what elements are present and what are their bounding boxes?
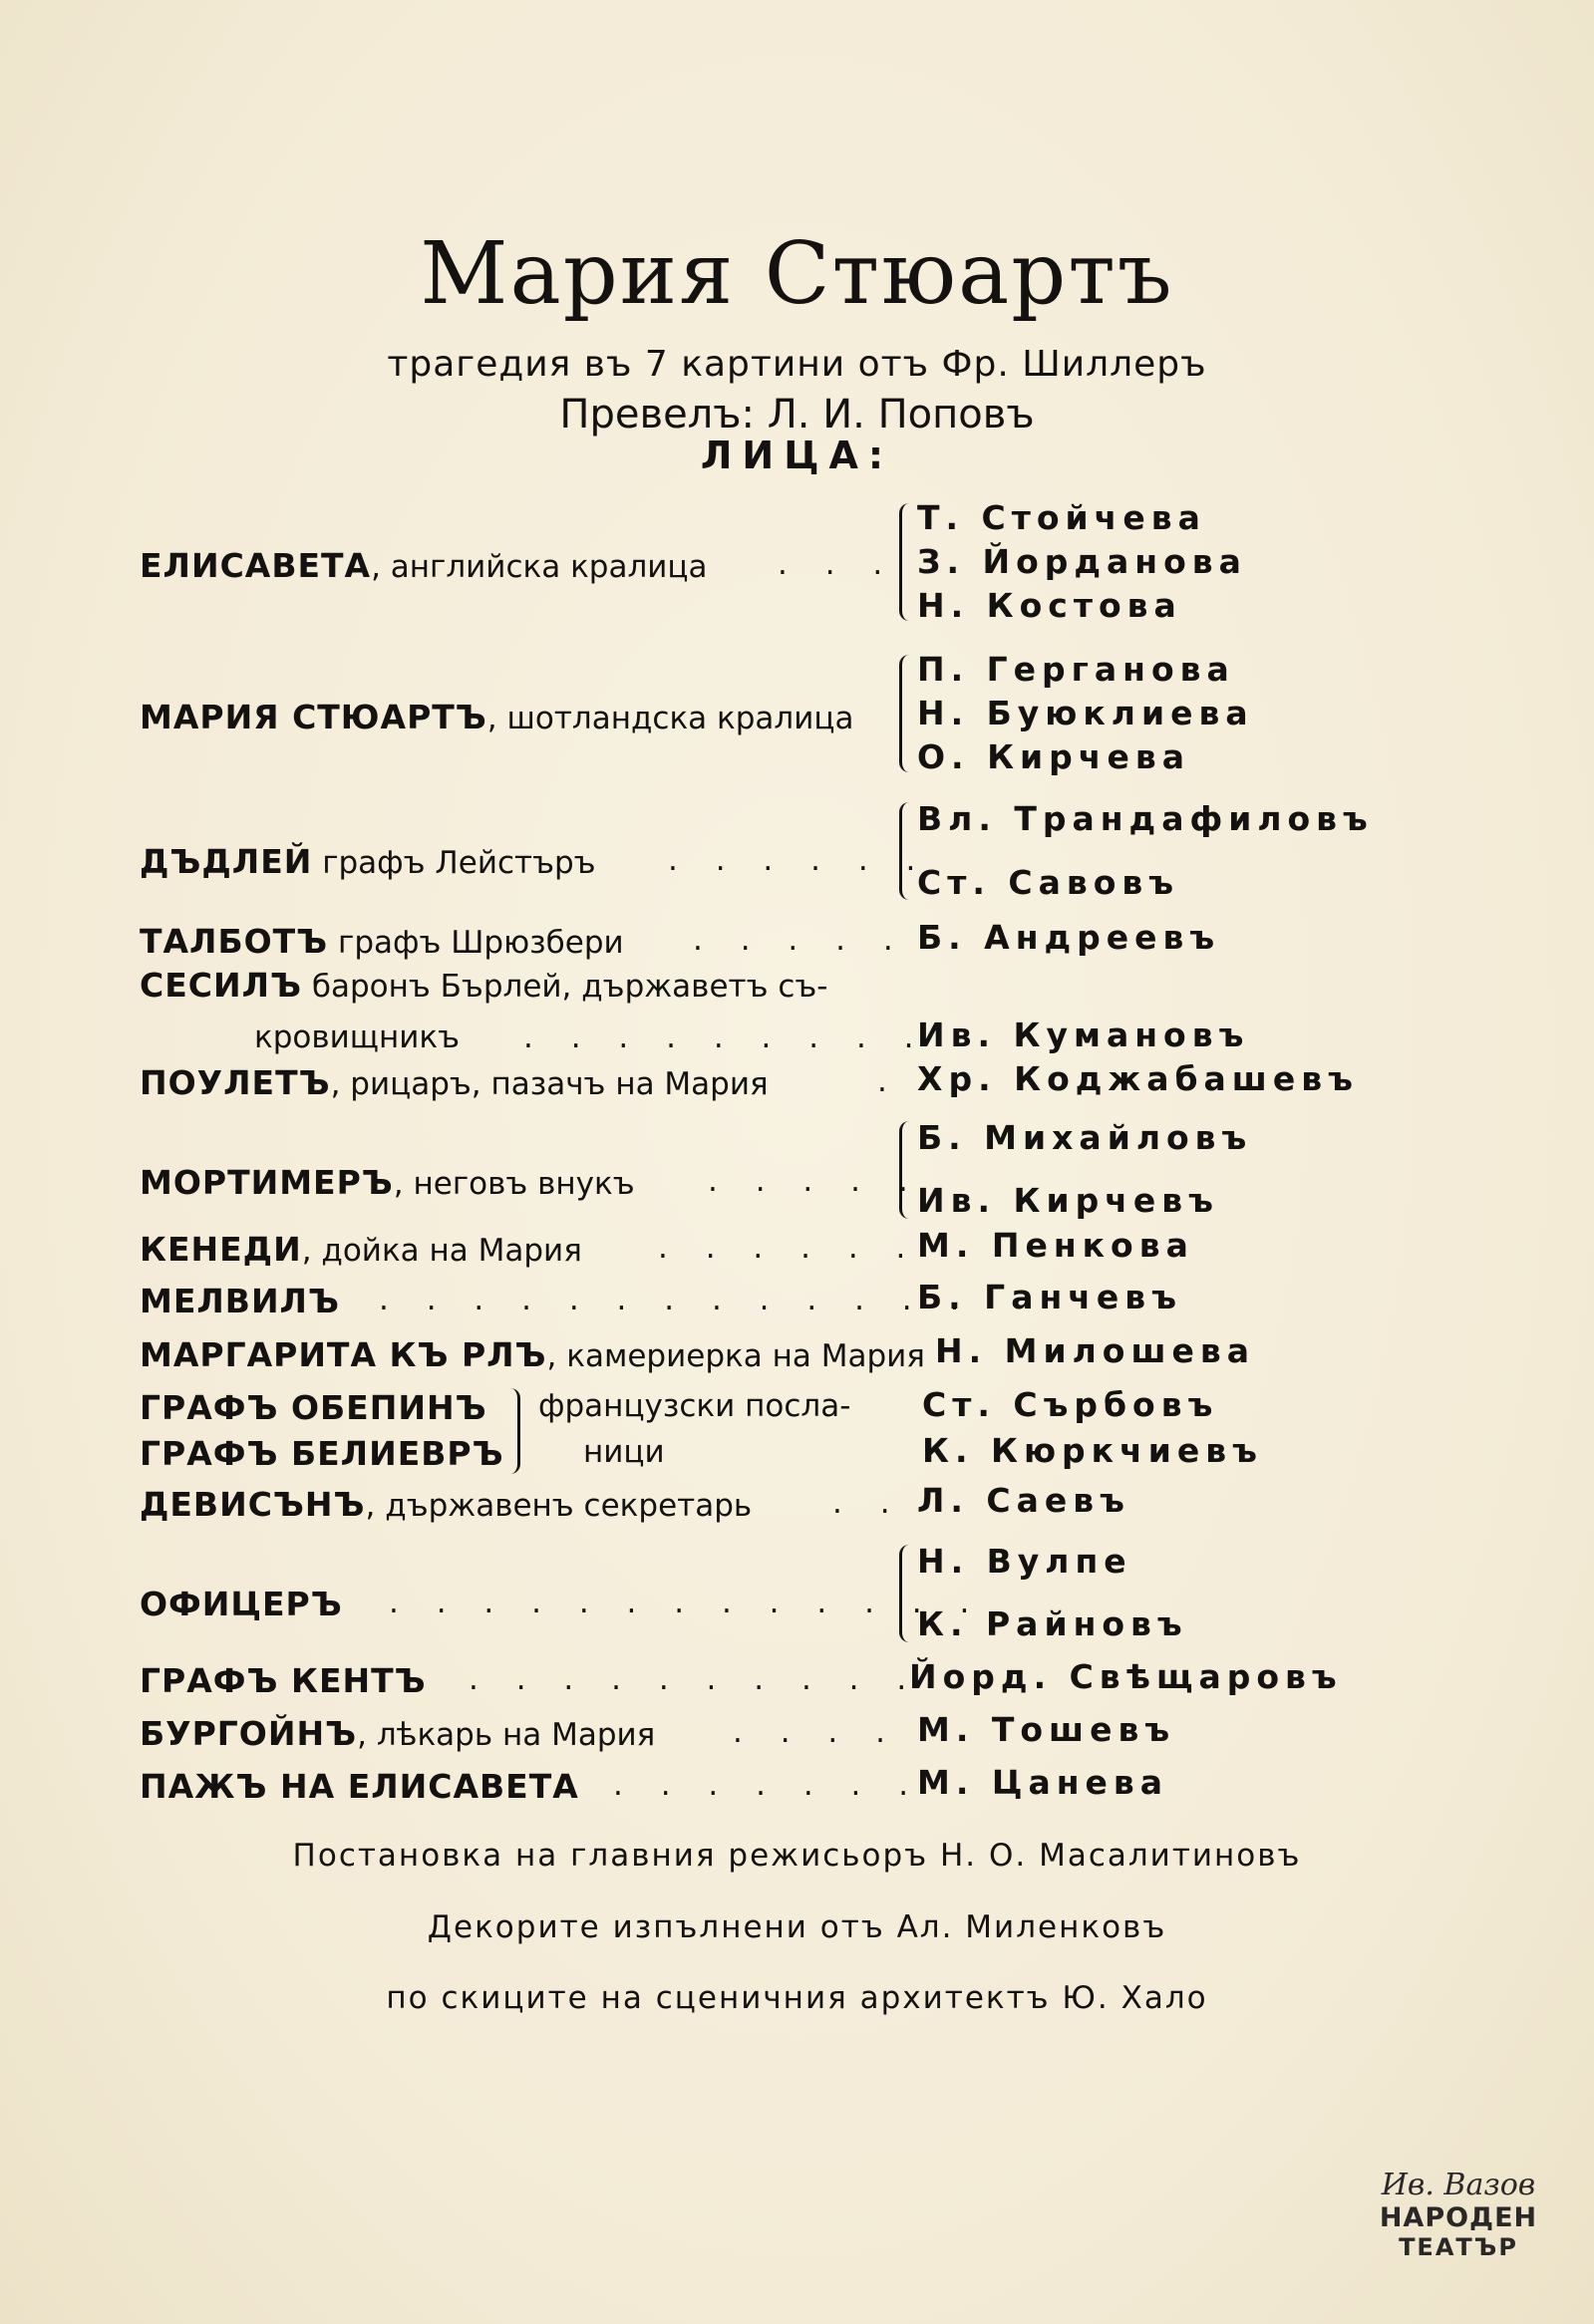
logo-line-1: НАРОДЕН bbox=[1379, 2202, 1538, 2233]
ambassadors-desc-cont: ници bbox=[583, 1434, 665, 1470]
bracket bbox=[899, 1545, 916, 1642]
leader-dots: . . . . bbox=[733, 1714, 899, 1750]
actor-name: Л. Саевъ bbox=[917, 1481, 1130, 1520]
actor-name: М. Пенкова bbox=[917, 1226, 1194, 1265]
actor-name: Ив. Кирчевъ bbox=[917, 1181, 1219, 1220]
credit-director: Постановка на главния режисьоръ Н. О. Масалитиновъ bbox=[292, 1838, 1302, 1874]
actor-name: Хр. Коджабашевъ bbox=[917, 1059, 1359, 1098]
actor-name: М. Цанева bbox=[917, 1763, 1169, 1802]
cast-role-officer: ОФИЦЕРЪ bbox=[140, 1585, 343, 1623]
cast-role-bellievre: ГРАФЪ БЕЛИЕВРЪ bbox=[140, 1434, 504, 1473]
bracket bbox=[899, 503, 916, 621]
cast-role-margaret-kurl: МАРГАРИТА КЪ РЛЪ, камериерка на Мария bbox=[140, 1335, 925, 1374]
actor-name: Ив. Кумановъ bbox=[917, 1016, 1250, 1054]
credit-architect: по скиците на сценичния архитектъ Ю. Хало bbox=[386, 1980, 1208, 2016]
signature: Ив. Вазов bbox=[1381, 2168, 1536, 2202]
actor-name: Н. Вулпе bbox=[917, 1542, 1132, 1581]
cast-role-maria-stuart: МАРИЯ СТЮАРТЪ, шотландска кралица bbox=[140, 698, 854, 736]
leader-dots: . . . . . . . . . . bbox=[469, 1661, 921, 1697]
cast-role-dudley: ДЪДЛЕЙ графъ Лейстъръ bbox=[140, 842, 596, 881]
leader-dots: . . . . . bbox=[708, 1163, 922, 1199]
actor-name: З. Йорданова bbox=[917, 542, 1247, 581]
actor-name: Б. Андреевъ bbox=[917, 918, 1221, 957]
cast-role-melvil: МЕЛВИЛЪ bbox=[140, 1282, 340, 1320]
credit-sets: Декорите изпълнени отъ Ал. Миленковъ bbox=[427, 1909, 1167, 1945]
cast-role-elisaveta: ЕЛИСАВЕТА, английска кралица bbox=[140, 546, 708, 585]
bracket bbox=[899, 1121, 916, 1219]
leader-dots: . . . . . . bbox=[658, 1230, 920, 1266]
leader-dots: . . . bbox=[778, 546, 897, 582]
cast-role-kent: ГРАФЪ КЕНТЪ bbox=[140, 1661, 427, 1700]
actor-name: Вл. Трандафиловъ bbox=[917, 799, 1374, 838]
bracket bbox=[899, 655, 916, 772]
cast-role-mortimer: МОРТИМЕРЪ, неговъ внукъ bbox=[140, 1163, 635, 1202]
cast-role-talbot: ТАЛБОТЪ графъ Шрюзбери bbox=[140, 922, 624, 961]
translator-line: Превелъ: Л. И. Поповъ bbox=[559, 392, 1035, 437]
persons-heading: ЛИЦА: bbox=[700, 434, 894, 477]
page-title: Мария Стюартъ bbox=[420, 224, 1174, 324]
leader-dots: . . bbox=[832, 1485, 904, 1521]
actor-name: К. Райновъ bbox=[917, 1604, 1188, 1643]
actor-name: Ст. Савовъ bbox=[917, 863, 1180, 902]
cast-role-page: ПАЖЪ НА ЕЛИСАВЕТА bbox=[140, 1767, 579, 1806]
leader-dots: . . . . . . bbox=[668, 842, 930, 878]
actor-name: Йорд. Свѣщаровъ bbox=[909, 1657, 1343, 1696]
national-theatre-logo bbox=[1374, 2168, 1543, 2282]
leader-dots: . . . . . bbox=[693, 922, 907, 958]
leader-dots: . . . . . . . . . . . . . bbox=[379, 1282, 974, 1317]
cast-role-burgoyne: БУРГОЙНЪ, лѣкарь на Мария bbox=[140, 1714, 656, 1753]
cast-role-cecil: СЕСИЛЪ баронъ Бърлей, държаветъ съ- bbox=[140, 966, 828, 1005]
bracket bbox=[503, 1388, 520, 1474]
actor-name: П. Герганова bbox=[917, 650, 1235, 689]
leader-dots: . . . . . . . . . . . . . bbox=[389, 1585, 984, 1620]
actor-name: Б. Ганчевъ bbox=[917, 1278, 1182, 1316]
ambassadors-desc: французски посла- bbox=[538, 1388, 851, 1424]
actor-name: Н. Буюклиева bbox=[917, 694, 1254, 732]
actor-name: О. Кирчева bbox=[917, 737, 1190, 776]
leader-dots: . bbox=[877, 1063, 901, 1099]
cast-role-paulet: ПОУЛЕТЪ, рицаръ, пазачъ на Мария bbox=[140, 1063, 769, 1102]
leader-dots: . . . . . . . bbox=[613, 1767, 923, 1803]
subtitle: трагедия въ 7 картини отъ Фр. Шиллеръ bbox=[387, 344, 1207, 385]
cast-role-davison: ДЕВИСЪНЪ, държавенъ секретарь bbox=[140, 1485, 753, 1524]
cast-role-cecil-cont: кровищникъ bbox=[254, 1019, 461, 1055]
actor-name: М. Тошевъ bbox=[917, 1710, 1176, 1749]
actor-name: Т. Стойчева bbox=[917, 498, 1206, 537]
cast-role-aubespine: ГРАФЪ ОБЕПИНЪ bbox=[140, 1388, 487, 1427]
actor-name: Ст. Сърбовъ bbox=[922, 1385, 1219, 1424]
cast-role-kennedy: КЕНЕДИ, дойка на Мария bbox=[140, 1230, 582, 1269]
actor-name: Н. Костова bbox=[917, 586, 1182, 625]
logo-line-2: ТЕАТЪР bbox=[1399, 2233, 1518, 2261]
actor-name: К. Кюркчиевъ bbox=[922, 1431, 1263, 1470]
actor-name: Б. Михайловъ bbox=[917, 1118, 1253, 1157]
bracket bbox=[899, 802, 916, 900]
actor-name: Н. Милошева bbox=[935, 1331, 1256, 1370]
leader-dots: . . . . . . . . . bbox=[523, 1019, 928, 1055]
